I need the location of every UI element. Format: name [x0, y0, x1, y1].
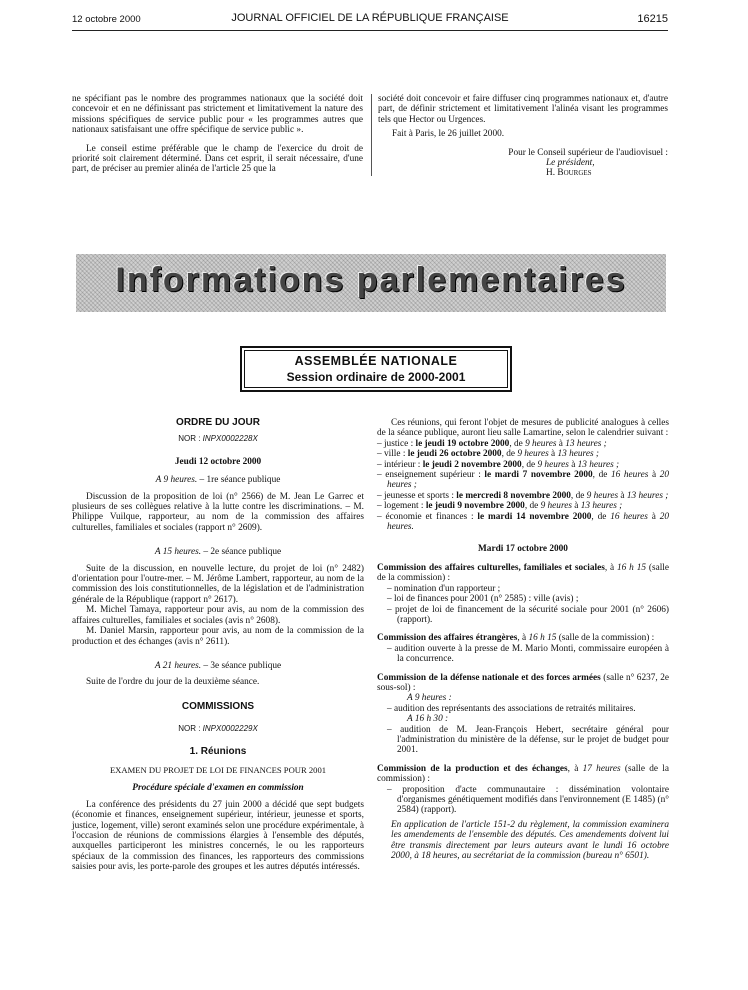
nor-code: INPX0002228X	[202, 434, 258, 444]
calendar-date: le mercredi 8 novembre 2000	[456, 490, 571, 501]
commission-room: (salle de la commission) :	[377, 562, 669, 584]
agenda-item: – nomination d'un rapporteur ;	[387, 583, 501, 594]
commission-note: En application de l'article 151-2 du règlement, la commission examinera les amendements de l'ensemble des députés. Ces amendements doivent lui être transmis directement par leurs auteurs avant le lundi 16 octobre 2000, à 18 heures, au secrétariat de la commission (bureau n° 6501).	[391, 819, 669, 862]
commission-time: 16 h 15	[617, 562, 646, 573]
calendar-time: 13 heures ;	[557, 449, 599, 460]
top-left-column	[72, 94, 363, 175]
paragraph: Suite de l'ordre du jour de la deuxième séance.	[86, 677, 260, 688]
commission-name: Commission des affaires culturelles, familiales et sociales	[377, 562, 605, 573]
signature-name: H. Bourges	[546, 168, 592, 179]
calendar-text: – économie et finances :	[377, 511, 478, 522]
nor-reference	[72, 724, 364, 734]
agenda-item: – audition de M. Jean-François Hebert, secrétaire général pour l'administration du ministère de la défense, sur le projet de budget pour 2001.	[387, 724, 669, 756]
calendar-text: à	[571, 501, 581, 512]
section-banner	[76, 254, 666, 312]
commission-name: Commission des affaires étrangères	[377, 633, 518, 644]
commission-name: Commission de la défense nationale et des forces armées	[377, 672, 601, 683]
calendar-text: , de	[591, 511, 611, 522]
calendar-time: 9 heures	[525, 438, 557, 449]
header-page-number: 16215	[637, 13, 668, 25]
session-time: A 15 heures.	[154, 547, 202, 558]
agenda-item: – proposition d'acte communautaire : dissémination volontaire d'organismes génétiquement modifiés dans l'environnement (E 1485) (n° 2584) (rapport).	[387, 784, 669, 816]
paragraph: La conférence des présidents du 27 juin 2000 a décidé que sept budgets (économie et finances, enseignement supérieur, intérieur, jeunesse et sports, justice, logement, ville) seront examinés selon une procédure expérimentale, à l'occasion de réunions de commissions élargies à l'ensemble des députés, auxquelles participeront les ministres concernés, le ou les rapporteurs spéciaux de la commission des finances, les rapporteurs des commissions saisies pour avis, les porte-parole des groupes et les autres députés intéressés.	[72, 799, 364, 873]
reunions-heading: 1. Réunions	[189, 745, 247, 757]
calendar-date: le mardi 14 novembre 2000	[477, 511, 592, 522]
commissions-heading: COMMISSIONS	[181, 700, 255, 712]
commission-entry	[377, 633, 669, 643]
calendar-item	[377, 439, 669, 449]
calendar-text: à	[568, 459, 578, 470]
calendar-time: 13 heures ;	[626, 490, 669, 501]
header-rule	[72, 30, 668, 31]
commission-room: (salle de la commission) :	[556, 633, 655, 644]
paragraph: Suite de la discussion, en nouvelle lecture, du projet de loi (n° 2482) d'orientation pour l'outre-mer. – M. Jérôme Lambert, rapporteur, au nom de la commission des lois constitutionnelles, de la législation et de l'administration générale de la République (rapport n° 2617).	[72, 563, 364, 605]
nor-reference	[72, 434, 364, 444]
procedure-heading: Procédure spéciale d'examen en commission	[132, 783, 304, 794]
assembly-title: ASSEMBLÉE NATIONALE	[294, 354, 458, 368]
calendar-date: le jeudi 9 novembre 2000	[425, 501, 525, 512]
banner-title: Informations parlementaires	[115, 261, 627, 299]
day-heading: Jeudi 12 octobre 2000	[174, 456, 262, 467]
paragraph: Le conseil estime préférable que le champ de l'exercice du droit de priorité soit clairement déterminé. Dans cet esprit, il serait nécessaire, d'une part, de préciser au premier alinéa de l'article 25 que la	[72, 143, 363, 175]
calendar-text: à	[618, 490, 627, 501]
calendar-text: , de	[592, 470, 611, 481]
calendar-text: – logement :	[377, 501, 426, 512]
commission-entry	[377, 563, 669, 584]
calendar-date: le jeudi 2 novembre 2000	[422, 459, 522, 470]
session-heading	[72, 547, 364, 557]
header-date: 12 octobre 2000	[72, 14, 141, 25]
session-label: – 1re séance publique	[197, 475, 281, 486]
running-header	[72, 12, 668, 28]
paragraph: Ces réunions, qui feront l'objet de mesures de publicité analogues à celles de la séance publique, auront lieu salle Lamartine, selon le calendrier suivant :	[377, 418, 669, 439]
calendar-item	[377, 491, 669, 501]
calendar-text: – jeunesse et sports :	[377, 490, 457, 501]
commission-room: (salle de la commission) :	[377, 763, 670, 785]
text: , à	[604, 562, 618, 573]
commission-entry	[377, 764, 669, 785]
session-time: A 21 heures.	[154, 660, 202, 671]
agenda-item: – loi de finances pour 2001 (n° 2585) : ville (avis) ;	[387, 594, 579, 605]
text: , à	[517, 633, 529, 644]
agenda-time: A 9 heures :	[407, 693, 452, 704]
calendar-text: à	[648, 470, 660, 481]
left-column	[72, 418, 364, 873]
paragraph: société doit concevoir et faire diffuser cinq programmes nationaux et, d'autre part, de définir strictement et limitativement l'alinéa visant les programmes tels que Hector ou Urgences.	[378, 94, 668, 125]
calendar-time: 20 heures ;	[387, 470, 670, 491]
session-label: – 2e séance publique	[201, 547, 282, 558]
calendar-list	[377, 439, 669, 533]
calendar-text: à	[556, 438, 566, 449]
calendar-text: , de	[501, 449, 518, 460]
session-heading	[72, 475, 364, 485]
calendar-text: – enseignement supérieur :	[377, 470, 485, 481]
calendar-text: à	[647, 511, 660, 522]
paragraph: Discussion de la proposition de loi (n° 2566) de M. Jean Le Garrec et plusieurs de ses collègues relative à la lutte contre les discriminations. – M. Philippe Vuilque, rapporteur, au nom de la commission des affaires culturelles, familiales et sociales (rapport n° 2609).	[72, 491, 364, 533]
paragraph: M. Daniel Marsin, rapporteur pour avis, au nom de la commission de la production et des échanges (avis n° 2611).	[72, 626, 364, 647]
ordre-du-jour-heading: ORDRE DU JOUR	[176, 417, 260, 428]
nor-code: INPX0002229X	[202, 724, 258, 734]
calendar-time: 13 heures ;	[580, 501, 623, 512]
commission-time: 17 heures	[582, 763, 621, 774]
calendar-item	[377, 512, 669, 533]
calendar-time: 16 heures	[611, 470, 649, 481]
signature-title: Le président,	[546, 158, 595, 169]
day-heading: Mardi 17 octobre 2000	[478, 544, 568, 555]
agenda-item: – audition des représentants des associations de retraités militaires.	[387, 703, 636, 714]
session-heading	[72, 661, 364, 671]
calendar-text: – justice :	[377, 438, 416, 449]
session-label: – 3e séance publique	[201, 660, 282, 671]
right-column	[377, 418, 669, 861]
calendar-time: 9 heures	[537, 459, 569, 470]
assembly-box	[240, 346, 512, 392]
calendar-text: , de	[570, 490, 587, 501]
calendar-item	[377, 501, 669, 511]
calendar-date: le mardi 7 novembre 2000	[484, 470, 593, 481]
nor-label: NOR :	[178, 434, 201, 444]
calendar-text: , de	[524, 501, 541, 512]
calendar-time: 9 heures	[540, 501, 572, 512]
commission-entry	[377, 673, 669, 694]
signature-date: Fait à Paris, le 26 juillet 2000.	[392, 129, 505, 140]
calendar-time: 20 heures.	[387, 511, 669, 533]
commission-room: (salle n° 6237, 2e sous-sol) :	[377, 672, 669, 693]
calendar-text: – intérieur :	[377, 459, 423, 470]
nor-label: NOR :	[178, 724, 201, 734]
calendar-time: 9 heures	[517, 449, 549, 460]
calendar-item	[377, 460, 669, 470]
calendar-item	[377, 449, 669, 459]
paragraph: M. Michel Tamaya, rapporteur pour avis, au nom de la commission des affaires culturelles, familiales et sociales (avis n° 2608).	[72, 605, 364, 626]
commission-name: Commission de la production et des échanges	[377, 763, 568, 774]
calendar-text: à	[548, 449, 558, 460]
calendar-text: – ville :	[377, 449, 408, 460]
calendar-date: le jeudi 19 octobre 2000	[415, 438, 510, 449]
text: , à	[567, 763, 583, 774]
agenda-item: – projet de loi de financement de la sécurité sociale pour 2001 (n° 2606) (rapport).	[387, 604, 669, 625]
examen-heading: EXAMEN DU PROJET DE LOI DE FINANCES POUR 2001	[109, 764, 327, 775]
calendar-time: 13 heures ;	[577, 459, 620, 470]
commission-time: 16 h 15	[528, 633, 557, 644]
calendar-text: , de	[521, 459, 538, 470]
agenda-item: – audition ouverte à la presse de M. Mario Monti, commissaire européen à la concurrence.	[387, 643, 669, 665]
calendar-date: le jeudi 26 octobre 2000	[407, 449, 502, 460]
paragraph: ne spécifiant pas le nombre des programmes nationaux que la société doit concevoir et en ne définissant pas strictement et limitativement la nature des missions spécifiques de service public pour « les programmes autres que nationaux satisfaisant une offre spécifique de service public ».	[72, 94, 363, 136]
column-divider	[371, 94, 372, 176]
header-journal-title: JOURNAL OFFICIEL DE LA RÉPUBLIQUE FRANÇAISE	[231, 12, 509, 24]
calendar-item	[377, 470, 669, 491]
signature-line: Pour le Conseil supérieur de l'audiovisuel :	[508, 147, 668, 158]
session-time: A 9 heures.	[155, 475, 198, 486]
agenda-time: A 16 h 30 :	[407, 714, 449, 725]
session-title: Session ordinaire de 2000-2001	[286, 370, 466, 384]
top-right-column	[378, 94, 668, 179]
calendar-time: 9 heures	[586, 490, 619, 501]
calendar-text: , de	[509, 438, 526, 449]
calendar-time: 13 heures ;	[565, 438, 607, 449]
calendar-time: 16 heures	[610, 511, 648, 522]
